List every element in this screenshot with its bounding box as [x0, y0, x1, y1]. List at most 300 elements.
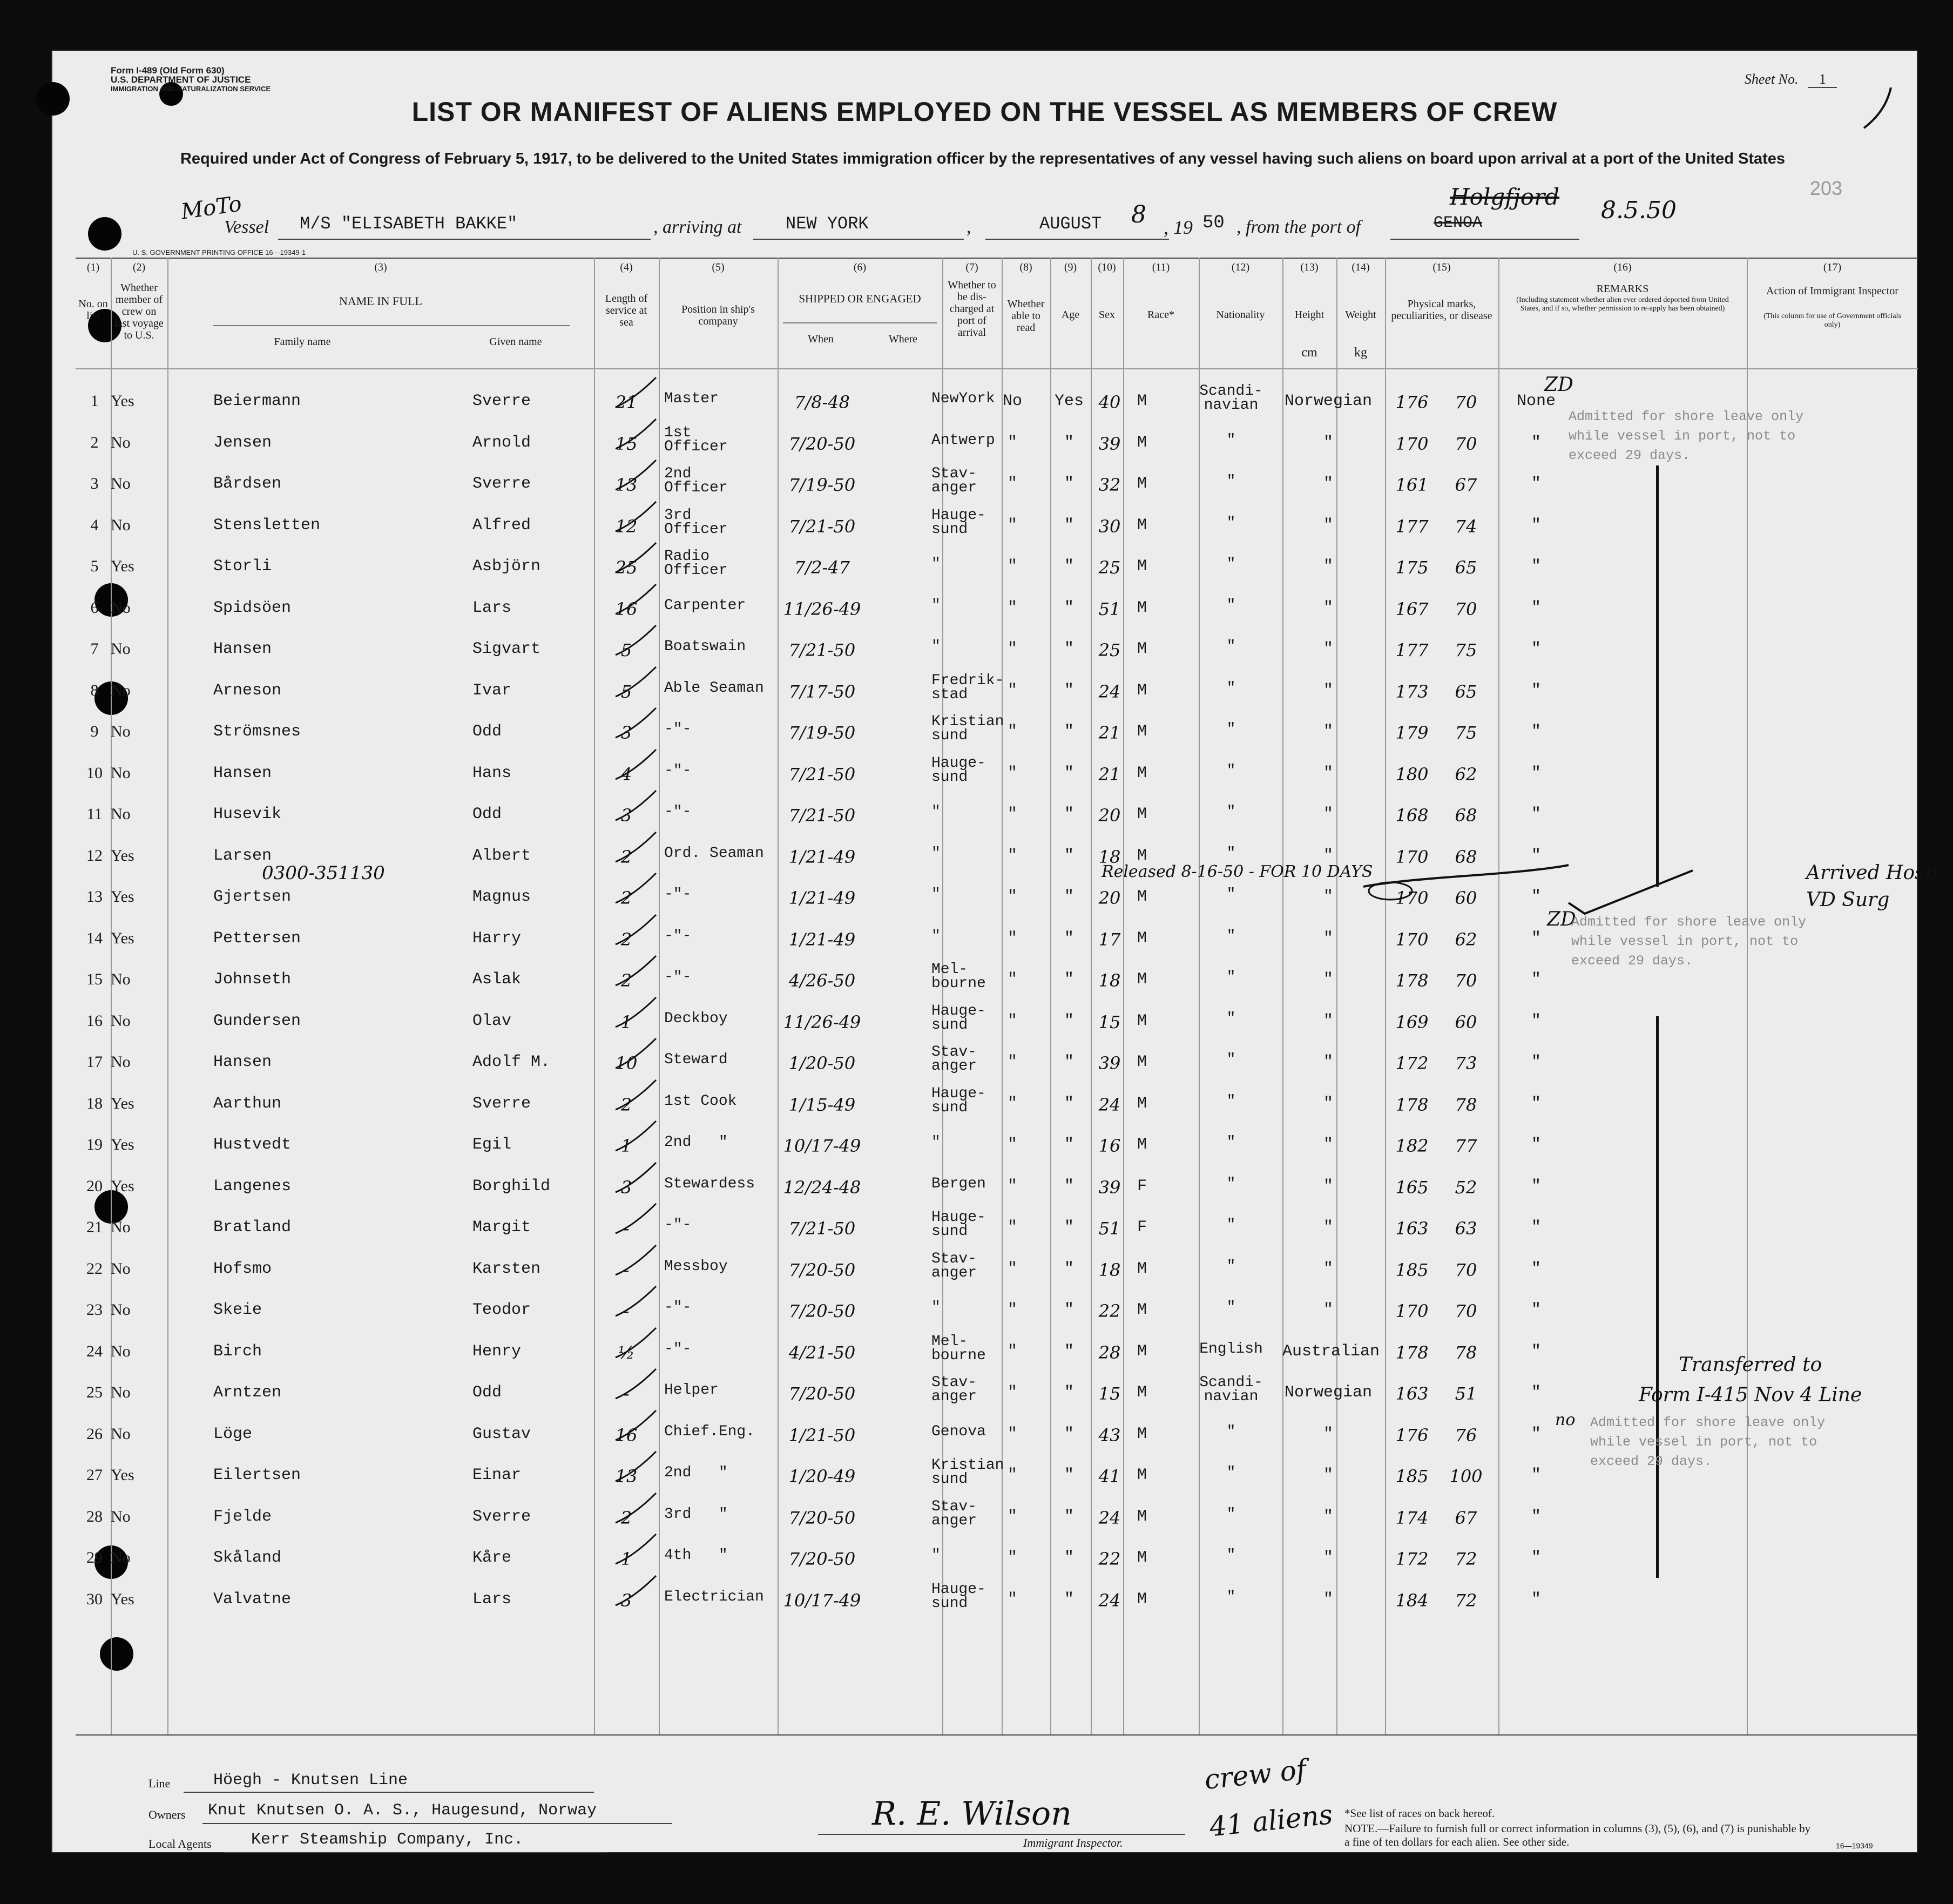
cell-sex: M	[1137, 1424, 1147, 1443]
cell-when: 1/21-49	[788, 888, 856, 908]
table-row	[51, 798, 1918, 835]
cell-service: 2	[620, 1094, 632, 1115]
cell-no: 21	[86, 1218, 103, 1236]
cell-race: "	[1226, 721, 1236, 738]
cell-height: 175	[1395, 557, 1429, 578]
cell-age: 39	[1098, 433, 1121, 454]
cell-age: 18	[1098, 970, 1121, 991]
cell-position: Electrician	[664, 1588, 764, 1605]
cell-when: 7/20-50	[788, 433, 856, 454]
cell-when: 1/20-50	[788, 1053, 856, 1073]
cell-position: Radio Officer	[664, 548, 728, 579]
cell-given-name: Henry	[472, 1342, 522, 1361]
cell-discharged: "	[1007, 516, 1017, 535]
service-check-mark	[613, 623, 661, 660]
cell-read: "	[1064, 846, 1074, 865]
cell-physical: "	[1531, 929, 1541, 948]
service-check-mark	[613, 1077, 661, 1115]
cell-physical: "	[1531, 1177, 1541, 1196]
cell-sex: M	[1137, 888, 1147, 906]
cell-read: "	[1064, 1424, 1074, 1443]
cell-position: Helper	[664, 1382, 719, 1399]
cell-race: "	[1226, 1464, 1236, 1481]
cell-sex: M	[1137, 1590, 1147, 1609]
cell-position: Chief.Eng.	[664, 1423, 755, 1440]
cell-weight: 62	[1455, 764, 1477, 785]
cell-position: Messboy	[664, 1258, 728, 1275]
cell-discharged: "	[1007, 1053, 1017, 1071]
cell-member: No	[111, 1383, 131, 1401]
cell-service: -	[623, 1301, 630, 1321]
cell-service: 2	[620, 970, 632, 991]
year-prefix: , 19	[1164, 217, 1193, 238]
port-underline	[753, 239, 964, 240]
comma: ,	[967, 217, 971, 237]
cell-weight: 67	[1455, 1507, 1477, 1528]
remark-check-12	[1563, 865, 1698, 919]
cell-sex: M	[1137, 681, 1147, 700]
shipped-header-rule	[783, 322, 937, 323]
cell-no: 18	[86, 1094, 103, 1112]
cell-where: "	[931, 804, 941, 820]
cell-where: "	[931, 638, 941, 655]
cell-member: No	[111, 475, 131, 492]
cell-service: 3	[620, 723, 632, 743]
cell-given-name: Magnus	[472, 888, 531, 906]
cell-nationality: "	[1323, 1590, 1333, 1609]
service-check-mark	[613, 747, 661, 785]
owners-label: Owners	[148, 1808, 186, 1821]
cell-race: "	[1226, 886, 1236, 903]
arrival-year: 50	[1202, 213, 1225, 233]
service: IMMIGRATION AND NATURALIZATION SERVICE	[111, 85, 271, 93]
cell-member: No	[111, 723, 131, 740]
table-row	[51, 1335, 1918, 1373]
cell-member: Yes	[111, 1136, 134, 1153]
cell-where: Hauge- sund	[931, 1002, 986, 1034]
cell-age: 43	[1098, 1424, 1121, 1446]
cell-weight: 70	[1455, 598, 1477, 619]
cell-race: "	[1226, 1051, 1236, 1068]
cell-age: 30	[1098, 516, 1121, 537]
header-position: Position in ship's company	[681, 303, 755, 327]
cell-age: 20	[1098, 888, 1121, 908]
cell-race: "	[1226, 679, 1236, 697]
cell-service: 16	[615, 598, 638, 619]
cell-when: 10/17-49	[783, 1590, 861, 1611]
cell-no: 5	[90, 557, 99, 575]
header-nationality: Nationality	[1216, 309, 1265, 321]
cell-physical: None	[1516, 392, 1556, 410]
cell-age: 22	[1098, 1549, 1121, 1569]
cell-nationality: "	[1323, 1218, 1333, 1237]
cell-service: 2	[620, 846, 632, 867]
agents-underline	[224, 1852, 607, 1853]
cell-height: 185	[1395, 1466, 1429, 1487]
cell-race: "	[1226, 1092, 1236, 1110]
cell-sex: M	[1137, 1507, 1147, 1526]
cell-age: 28	[1098, 1342, 1121, 1363]
cell-race: "	[1226, 431, 1236, 449]
cell-service: 5	[620, 640, 632, 660]
cell-sex: M	[1137, 516, 1147, 535]
cell-discharged: "	[1007, 888, 1017, 906]
cell-age: 40	[1098, 392, 1121, 413]
cell-member: Yes	[111, 557, 134, 575]
cell-age: 24	[1098, 1507, 1121, 1528]
cell-age: 21	[1098, 764, 1121, 785]
service-check-mark	[613, 1531, 661, 1569]
cell-physical: "	[1531, 1053, 1541, 1071]
cell-nationality: Australian	[1282, 1342, 1380, 1361]
cell-position: 4th "	[664, 1547, 728, 1564]
cell-given-name: Sverre	[472, 392, 531, 410]
col-num-13: (13)	[1300, 261, 1319, 273]
cell-discharged: "	[1007, 723, 1017, 741]
from-port-label: , from the port of	[1236, 217, 1361, 237]
cell-when: 7/21-50	[788, 805, 856, 826]
cell-sex: F	[1137, 1177, 1147, 1196]
cell-where: "	[931, 1547, 941, 1564]
service-check-mark	[613, 1243, 661, 1280]
row11-handwritten-number: 0300-351130	[262, 862, 385, 884]
cell-nationality: "	[1323, 1094, 1333, 1113]
table-bottom-rule	[76, 1734, 1918, 1736]
cell-nationality: "	[1323, 970, 1333, 989]
cell-position: -"-	[664, 1299, 692, 1316]
cell-family-name: Hofsmo	[213, 1259, 272, 1278]
form-identifier	[111, 66, 271, 93]
service-check-mark	[613, 953, 661, 991]
cell-when: 1/21-50	[788, 1424, 856, 1446]
cell-physical: "	[1531, 1342, 1541, 1361]
cell-when: 7/8-48	[794, 392, 850, 413]
cell-position: -"-	[664, 721, 692, 738]
cell-read: "	[1064, 1094, 1074, 1113]
cell-when: 7/21-50	[788, 640, 856, 660]
cell-nationality: "	[1323, 640, 1333, 658]
sheet-number	[1745, 71, 1837, 87]
cell-nationality: "	[1323, 1136, 1333, 1154]
cell-weight: 75	[1455, 640, 1477, 660]
printing-office: U. S. GOVERNMENT PRINTING OFFICE 16—19349-1	[132, 248, 306, 256]
table-top-rule	[76, 258, 1918, 259]
service-check-mark	[613, 540, 661, 578]
col-num-15: (15)	[1432, 261, 1451, 273]
cell-given-name: Olav	[472, 1011, 512, 1030]
cell-when: 7/21-50	[788, 1218, 856, 1239]
cell-family-name: Aarthun	[213, 1094, 282, 1113]
shore-leave-stamp-1: Admitted for shore leave only while vessel in port, not to exceed 29 days.	[1569, 409, 1804, 463]
cell-physical: "	[1531, 1549, 1541, 1567]
cell-height: 177	[1395, 640, 1429, 660]
cell-given-name: Borghild	[472, 1177, 551, 1196]
cell-family-name: Arneson	[213, 681, 282, 700]
cell-sex: M	[1137, 1549, 1147, 1567]
cell-sex: M	[1137, 1342, 1147, 1361]
cell-no: 20	[86, 1177, 103, 1195]
cell-no: 9	[90, 723, 99, 740]
cell-height: 176	[1395, 1424, 1429, 1446]
cell-height: 185	[1395, 1259, 1429, 1280]
cell-physical: "	[1531, 1466, 1541, 1484]
col-num-17: (17)	[1823, 261, 1842, 273]
cell-height: 168	[1395, 805, 1429, 826]
cell-no: 10	[86, 764, 103, 782]
cell-sex: M	[1137, 598, 1147, 617]
cell-physical: "	[1531, 1507, 1541, 1526]
cell-no: 29	[86, 1549, 103, 1567]
cell-race: "	[1226, 556, 1236, 572]
cell-where: Genova	[931, 1423, 986, 1440]
cell-sex: M	[1137, 970, 1147, 989]
cell-race: "	[1226, 1299, 1236, 1316]
table-row	[51, 1087, 1918, 1125]
cell-position: Able Seaman	[664, 679, 764, 697]
remarks-bracket-line	[1656, 1016, 1659, 1578]
cell-read: "	[1064, 681, 1074, 700]
cell-nationality: "	[1323, 805, 1333, 823]
cell-where: Bergen	[931, 1175, 986, 1192]
cell-height: 170	[1395, 929, 1429, 950]
service-check-mark	[613, 416, 661, 454]
cell-weight: 68	[1455, 846, 1477, 867]
header-age: Age	[1061, 309, 1080, 321]
cell-physical: "	[1531, 640, 1541, 658]
released-strike	[1358, 860, 1574, 903]
cell-family-name: Strömsnes	[213, 723, 301, 741]
arrival-day: 8	[1131, 201, 1146, 228]
cell-discharged: "	[1007, 1218, 1017, 1237]
col-num-12: (12)	[1231, 261, 1250, 273]
cell-weight: 60	[1455, 1011, 1477, 1032]
cell-family-name: Arntzen	[213, 1383, 282, 1402]
cell-service: 3	[620, 805, 632, 826]
cell-age: 32	[1098, 475, 1121, 495]
cell-weight: 68	[1455, 805, 1477, 826]
cell-physical: "	[1531, 1383, 1541, 1402]
cell-when: 1/20-49	[788, 1466, 856, 1487]
cell-member: No	[111, 1301, 131, 1319]
page-title: LIST OR MANIFEST OF ALIENS EMPLOYED ON THE VESSEL AS MEMBERS OF CREW	[411, 97, 1558, 127]
service-check-mark	[613, 870, 661, 908]
table-row	[51, 1211, 1918, 1248]
cell-age: 20	[1098, 805, 1121, 826]
cell-family-name: Beiermann	[213, 392, 301, 410]
cell-read: "	[1064, 516, 1074, 535]
cell-nationality: "	[1323, 557, 1333, 576]
cell-family-name: Skeie	[213, 1301, 262, 1319]
cell-nationality: "	[1323, 475, 1333, 493]
cell-discharged: "	[1007, 970, 1017, 989]
cell-no: 16	[86, 1011, 103, 1030]
cell-height: 165	[1395, 1177, 1429, 1198]
cell-sex: M	[1137, 723, 1147, 741]
punch-hole	[88, 217, 121, 251]
header-family-name: Family name	[274, 336, 331, 348]
form-number: Form I-489 (Old Form 630)	[111, 65, 225, 76]
cell-nationality: Norwegian	[1284, 392, 1373, 410]
col-num-10: (10)	[1098, 261, 1116, 273]
punch-hole	[100, 1637, 133, 1671]
cell-physical: "	[1531, 764, 1541, 782]
cell-given-name: Ivar	[472, 681, 512, 700]
sheet-value: 1	[1808, 71, 1837, 88]
col-num-7: (7)	[965, 261, 978, 273]
service-check-mark	[613, 1160, 661, 1198]
cell-discharged: "	[1007, 1259, 1017, 1278]
cell-discharged: "	[1007, 1301, 1017, 1319]
cell-discharged: "	[1007, 764, 1017, 782]
service-check-mark	[613, 829, 661, 867]
cell-physical: "	[1531, 557, 1541, 576]
cell-where: Stav- anger	[931, 1374, 977, 1405]
cell-where: "	[931, 1134, 941, 1151]
cell-nationality: "	[1323, 516, 1333, 535]
cell-no: 28	[86, 1507, 103, 1525]
cell-when: 10/17-49	[783, 1136, 861, 1156]
cell-when: 7/17-50	[788, 681, 856, 702]
cell-when: 1/21-49	[788, 929, 856, 950]
cell-weight: 63	[1455, 1218, 1477, 1239]
cell-family-name: Husevik	[213, 805, 282, 823]
service-check-mark	[613, 1490, 661, 1528]
cell-height: 178	[1395, 1094, 1429, 1115]
cell-read: "	[1064, 723, 1074, 741]
cell-where: "	[931, 886, 941, 903]
table-row	[51, 550, 1918, 588]
inspector-label: Immigrant Inspector.	[1023, 1836, 1123, 1849]
cell-age: 21	[1098, 723, 1121, 743]
cell-given-name: Lars	[472, 1590, 512, 1609]
service-check-mark	[613, 1573, 661, 1611]
cell-race: Scandi- navian	[1199, 1374, 1263, 1405]
cell-position: -"-	[664, 762, 692, 779]
header-shipped: SHIPPED OR ENGAGED	[799, 292, 921, 305]
cell-position: Boatswain	[664, 638, 746, 655]
cell-given-name: Aslak	[472, 970, 522, 989]
cell-race: "	[1226, 1505, 1236, 1523]
col-num-1: (1)	[86, 261, 100, 273]
table-row	[51, 1500, 1918, 1538]
manifest-sheet	[51, 50, 1937, 1853]
cell-no: 1	[90, 392, 99, 410]
cell-service: -	[623, 1259, 630, 1280]
cell-age: 25	[1098, 557, 1121, 578]
cell-no: 15	[86, 970, 103, 988]
cell-weight: 70	[1455, 1259, 1477, 1280]
cell-nationality: "	[1323, 1466, 1333, 1484]
shore-leave-stamp-2: Admitted for shore leave only while vessel in port, not to exceed 29 days.	[1571, 914, 1807, 969]
cell-age: 39	[1098, 1053, 1121, 1073]
cell-sex: M	[1137, 1383, 1147, 1402]
cell-family-name: Stensletten	[213, 516, 321, 535]
cell-where: Stav- anger	[931, 1250, 977, 1281]
page-subtitle: Required under Act of Congress of February 5, 1917, to be delivered to the United States immigration officer by the representatives of any vessel having such aliens on board upon arrival at a port of the United States	[180, 150, 1786, 167]
cell-no: 6	[90, 598, 99, 617]
cell-given-name: Asbjörn	[472, 557, 541, 576]
cell-service: 16	[615, 1424, 638, 1446]
cell-nationality: "	[1323, 888, 1333, 906]
service-check-mark	[613, 912, 661, 950]
cell-when: 4/21-50	[788, 1342, 856, 1363]
shore-leave-stamp-3: Admitted for shore leave only while vessel in port, not to exceed 29 days.	[1590, 1415, 1826, 1469]
cell-member: Yes	[111, 1466, 134, 1484]
cell-read: "	[1064, 1136, 1074, 1154]
cell-service: 21	[615, 392, 638, 413]
cell-sex: M	[1137, 1053, 1147, 1071]
cell-physical: "	[1531, 1218, 1541, 1237]
cell-position: Stewardess	[664, 1175, 755, 1192]
from-port-struck: GENOA	[1434, 214, 1483, 232]
cell-sex: M	[1137, 1136, 1147, 1154]
cell-height: 184	[1395, 1590, 1429, 1611]
header-length-service: Length of service at sea	[605, 293, 648, 328]
cell-race: "	[1226, 638, 1236, 655]
col-num-2: (2)	[132, 261, 146, 273]
cell-race: "	[1226, 597, 1236, 614]
cell-when: 7/19-50	[788, 475, 856, 495]
cell-discharged: "	[1007, 929, 1017, 948]
cell-position: 1st Officer	[664, 424, 728, 455]
cell-family-name: Jensen	[213, 433, 272, 452]
cell-weight: 72	[1455, 1590, 1477, 1611]
cell-read: "	[1064, 1177, 1074, 1196]
service-check-mark	[613, 1449, 661, 1487]
cell-physical: "	[1531, 1590, 1541, 1609]
cell-sex: M	[1137, 475, 1147, 493]
cell-given-name: Odd	[472, 805, 502, 823]
cell-member: No	[111, 681, 131, 699]
cell-age: 41	[1098, 1466, 1121, 1487]
cell-height: 178	[1395, 1342, 1429, 1363]
cell-discharged: "	[1007, 475, 1017, 493]
cell-race: "	[1226, 1217, 1236, 1233]
cell-family-name: Skåland	[213, 1549, 282, 1567]
cell-height: 170	[1395, 846, 1429, 867]
agents-value: Kerr Steamship Company, Inc.	[251, 1831, 524, 1849]
cell-race: "	[1226, 845, 1236, 862]
remark-mark-1: ZD	[1544, 374, 1573, 396]
cell-where: NewYork	[931, 390, 995, 407]
cell-weight: 70	[1455, 1301, 1477, 1321]
col-num-11: (11)	[1152, 261, 1170, 273]
cell-physical: "	[1531, 475, 1541, 493]
header-discharged: Whether to be dis-charged at port of arrival	[948, 279, 996, 339]
cell-position: Steward	[664, 1051, 728, 1068]
service-check-mark	[613, 499, 661, 537]
cell-height: 170	[1395, 888, 1429, 908]
cell-given-name: Odd	[472, 1383, 502, 1402]
cell-given-name: Einar	[472, 1466, 522, 1484]
hospital-note: Arrived Hosp VD Surg	[1806, 862, 1937, 911]
cell-member: No	[111, 640, 131, 658]
cell-discharged: "	[1007, 1383, 1017, 1402]
header-no-on-list: No. on list	[78, 298, 108, 322]
from-port-underline	[1390, 239, 1579, 240]
cell-position: Deckboy	[664, 1010, 728, 1027]
cell-when: 7/20-50	[788, 1383, 856, 1404]
header-remarks-note: (Including statement whether alien ever ordered deported from United States, and if so, whether permission to re-apply has been obtained)	[1516, 296, 1729, 313]
cell-where: Fredrik- stad	[931, 672, 1004, 703]
cell-family-name: Bratland	[213, 1218, 292, 1237]
cell-where: Hauge- sund	[931, 754, 986, 786]
cell-read: "	[1064, 557, 1074, 576]
cell-race: "	[1226, 1547, 1236, 1564]
header-height-unit: cm	[1301, 346, 1317, 360]
cell-age: 22	[1098, 1301, 1121, 1321]
cell-height: 179	[1395, 723, 1429, 743]
